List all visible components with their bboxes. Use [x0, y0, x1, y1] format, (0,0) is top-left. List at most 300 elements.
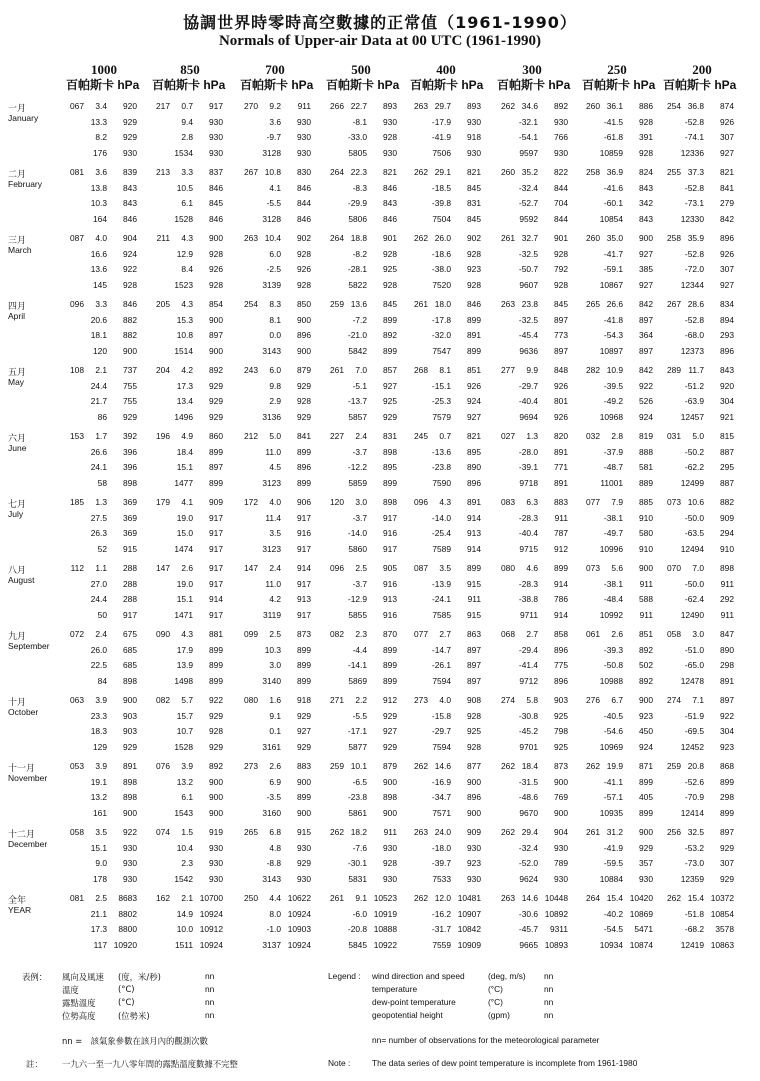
dew-point-count: 911 [467, 594, 481, 604]
dew-point: -54.5 [603, 924, 623, 934]
dew-point-count: 924 [467, 396, 481, 406]
wind-direction: 271 [330, 695, 344, 705]
temperature: -52.8 [684, 116, 704, 127]
dew-point-count: 914 [209, 594, 223, 604]
dew-point: 13.9 [176, 660, 193, 670]
height-count: 928 [467, 279, 481, 290]
dew-point-count: 930 [209, 858, 223, 868]
temperature-count: 900 [209, 776, 223, 787]
dew-point-count: 831 [467, 198, 481, 208]
wind-count: 922 [123, 827, 137, 837]
temperature-count: 900 [209, 314, 223, 325]
wind-speed: 5.8 [526, 695, 538, 705]
dew-point-count: 792 [554, 264, 568, 274]
height-count: 928 [639, 147, 653, 158]
wind-count: 919 [209, 827, 223, 837]
wind-direction: 260 [586, 101, 600, 111]
dew-point-count: 926 [209, 264, 223, 274]
legend-nn-en: nn [544, 997, 554, 1007]
temperature: -5.1 [352, 380, 367, 391]
wind-count: 908 [467, 695, 481, 705]
temperature-count: 922 [639, 380, 653, 391]
geopotential-height: 12359 [680, 873, 704, 884]
height-count: 892 [639, 675, 653, 686]
temperature-count: 900 [554, 776, 568, 787]
temperature-count: 10854 [710, 908, 734, 919]
note-label-zh: 註： [26, 1059, 43, 1069]
temperature-count: 846 [297, 182, 311, 193]
temperature-count: 929 [383, 710, 397, 721]
temperature: -28.3 [518, 578, 538, 589]
wind-speed: 2.4 [355, 431, 367, 441]
dew-point: -61.8 [603, 132, 623, 142]
wind-count: 842 [639, 365, 653, 375]
wind-speed: 31.2 [606, 827, 623, 837]
dew-point-count: 895 [383, 462, 397, 472]
dew-point-count: 364 [639, 330, 653, 340]
dew-point: 13.4 [176, 396, 193, 406]
wind-direction: 112 [70, 563, 84, 573]
wind-count: 847 [720, 629, 734, 639]
geopotential-height: 5805 [348, 147, 367, 158]
wind-count: 877 [467, 761, 481, 771]
wind-count: 824 [639, 167, 653, 177]
geopotential-height: 5877 [348, 741, 367, 752]
wind-count: 911 [297, 101, 311, 111]
wind-speed: 5.0 [269, 431, 281, 441]
wind-direction: 205 [156, 299, 170, 309]
wind-direction: 120 [330, 497, 344, 507]
wind-speed: 22.3 [350, 167, 367, 177]
temperature-count: 928 [383, 248, 397, 259]
height-count: 896 [467, 477, 481, 488]
geopotential-height: 117 [93, 939, 107, 950]
dew-point: 6.1 [181, 198, 193, 208]
dew-point-count: 917 [209, 528, 223, 538]
geopotential-height: 7533 [432, 873, 451, 884]
wind-count: 815 [720, 431, 734, 441]
temperature: 13.2 [176, 776, 193, 787]
height-count: 10863 [710, 939, 734, 950]
temperature-count: 929 [297, 380, 311, 391]
geopotential-height: 3136 [262, 411, 281, 422]
dew-point: -29.9 [347, 198, 367, 208]
geopotential-height: 3143 [262, 345, 281, 356]
geopotential-height: 1543 [174, 807, 193, 818]
dew-point: -45.7 [518, 924, 538, 934]
wind-count: 854 [209, 299, 223, 309]
dew-point: 2.8 [181, 132, 193, 142]
legend-nn-zh: nn [205, 984, 215, 994]
wind-count: 821 [467, 431, 481, 441]
wind-count: 837 [209, 167, 223, 177]
month-label-en: July [8, 509, 24, 519]
wind-count: 848 [554, 365, 568, 375]
dew-point-count: 704 [554, 198, 568, 208]
dew-point-count: 342 [639, 198, 653, 208]
wind-direction: 261 [330, 365, 344, 375]
wind-count: 868 [720, 761, 734, 771]
geopotential-height: 3123 [262, 543, 281, 554]
month-label-zh: 九月 [8, 632, 27, 642]
wind-speed: 9.9 [526, 365, 538, 375]
wind-speed: 26.0 [434, 233, 451, 243]
wind-speed: 2.4 [269, 563, 281, 573]
wind-speed: 11.7 [688, 365, 704, 375]
dew-point-count: 771 [554, 462, 568, 472]
dew-point: -31.7 [431, 924, 451, 934]
legend-nn-en: nn [544, 984, 554, 994]
wind-direction: 261 [586, 827, 600, 837]
wind-speed: 1.1 [95, 563, 107, 573]
wind-count: 897 [720, 695, 734, 705]
geopotential-height: 7504 [432, 213, 451, 224]
dew-point-count: 890 [467, 462, 481, 472]
height-count: 10922 [373, 939, 397, 950]
dew-point: -74.1 [684, 132, 704, 142]
wind-direction: 076 [156, 761, 170, 771]
dew-point: 3.0 [269, 660, 281, 670]
wind-count: 900 [639, 827, 653, 837]
dew-point: -60.1 [603, 198, 623, 208]
geopotential-height: 5860 [348, 543, 367, 554]
geopotential-height: 10897 [599, 345, 623, 356]
temperature-count: 930 [554, 116, 568, 127]
temperature: 24.4 [90, 380, 107, 391]
geopotential-height: 7594 [432, 741, 451, 752]
dew-point: -39.7 [431, 858, 451, 868]
wind-direction: 255 [667, 167, 681, 177]
height-count: 896 [554, 675, 568, 686]
height-count: 928 [554, 279, 568, 290]
height-count: 900 [467, 807, 481, 818]
temperature-count: 917 [297, 578, 311, 589]
dew-point: -73.0 [684, 858, 704, 868]
temperature: 12.9 [176, 248, 193, 259]
temperature-count: 903 [123, 710, 137, 721]
wind-direction: 261 [414, 299, 428, 309]
geopotential-height: 12336 [680, 147, 704, 158]
temperature: -7.6 [352, 842, 367, 853]
dew-point-count: 8800 [118, 924, 137, 934]
temperature-count: 10919 [373, 908, 397, 919]
wind-direction: 068 [501, 629, 515, 639]
level-unit [326, 76, 399, 93]
dew-point: 17.3 [90, 924, 107, 934]
wind-speed: 32.7 [521, 233, 538, 243]
temperature: 19.1 [90, 776, 107, 787]
dew-point: -39.1 [518, 462, 538, 472]
temperature: 16.6 [90, 248, 107, 259]
wind-count: 10622 [287, 893, 311, 903]
geopotential-height: 9694 [519, 411, 538, 422]
dew-point-count: 3578 [715, 924, 734, 934]
dew-point: -62.2 [684, 462, 704, 472]
temperature-count: 899 [297, 644, 311, 655]
dew-point: -25.4 [431, 528, 451, 538]
temperature: -5.5 [352, 710, 367, 721]
dew-point: 21.7 [90, 396, 107, 406]
temperature: -53.2 [684, 842, 704, 853]
temperature-count: 895 [467, 446, 481, 457]
temperature: -52.8 [684, 248, 704, 259]
geopotential-height: 5842 [348, 345, 367, 356]
legend-nn-zh: nn [205, 997, 215, 1007]
wind-direction: 259 [667, 761, 681, 771]
geopotential-height: 84 [97, 675, 107, 686]
wind-direction: 090 [156, 629, 170, 639]
dew-point-count: 903 [123, 726, 137, 736]
geopotential-height: 1542 [174, 873, 193, 884]
wind-speed: 2.2 [355, 695, 367, 705]
geopotential-height: 3128 [262, 213, 281, 224]
wind-count: 870 [383, 629, 397, 639]
wind-speed: 4.3 [439, 497, 451, 507]
dew-point-count: 916 [297, 528, 311, 538]
dew-point: 2.9 [269, 396, 281, 406]
legend-item-en: temperature [372, 984, 418, 994]
wind-count: 10481 [457, 893, 481, 903]
dew-point-count: 369 [123, 528, 137, 538]
geopotential-height: 1534 [174, 147, 193, 158]
temperature-count: 846 [383, 182, 397, 193]
wind-speed: 36.8 [687, 101, 704, 111]
dew-point-count: 843 [383, 198, 397, 208]
dew-point: 6.1 [181, 792, 193, 802]
dew-point-count: 10903 [287, 924, 311, 934]
height-count: 900 [123, 807, 137, 818]
wind-direction: 250 [244, 893, 258, 903]
wind-count: 898 [383, 497, 397, 507]
temperature-count: 930 [297, 842, 311, 853]
dew-point-count: 923 [467, 264, 481, 274]
geopotential-height: 10996 [599, 543, 623, 554]
wind-count: 857 [383, 365, 397, 375]
geopotential-height: 7594 [432, 675, 451, 686]
dew-point-count: 913 [383, 594, 397, 604]
dew-point: -62.4 [684, 594, 704, 604]
height-count: 928 [383, 279, 397, 290]
wind-direction: 211 [156, 233, 170, 243]
wind-direction: 081 [70, 893, 84, 903]
geopotential-height: 9715 [519, 543, 538, 554]
wind-speed: 6.7 [611, 695, 623, 705]
wind-count: 906 [297, 497, 311, 507]
dew-point-count: 927 [297, 726, 311, 736]
temperature: -38.1 [603, 578, 623, 589]
dew-point-count: 391 [639, 132, 653, 142]
geopotential-height: 9592 [519, 213, 538, 224]
wind-speed: 2.6 [181, 563, 193, 573]
dew-point-count: 844 [297, 198, 311, 208]
wind-speed: 4.0 [439, 695, 451, 705]
level-label: 300 [522, 62, 542, 77]
height-count: 928 [209, 279, 223, 290]
dew-point-count: 580 [639, 528, 653, 538]
geopotential-height: 9636 [519, 345, 538, 356]
wind-speed: 14.6 [434, 761, 451, 771]
geopotential-height: 10884 [599, 873, 623, 884]
geopotential-height: 9665 [519, 939, 538, 950]
wind-count: 819 [639, 431, 653, 441]
wind-speed: 3.9 [95, 695, 107, 705]
geopotential-height: 10934 [599, 939, 623, 950]
geopotential-height: 9701 [519, 741, 538, 752]
geopotential-height: 7559 [432, 939, 451, 950]
legend-unit-en: (gpm) [488, 1010, 510, 1020]
geopotential-height: 3140 [262, 675, 281, 686]
wind-count: 892 [209, 365, 223, 375]
height-count: 899 [209, 477, 223, 488]
wind-direction: 077 [414, 629, 428, 639]
level-label: 1000 [91, 62, 117, 77]
dew-point: -68.2 [684, 924, 704, 934]
dew-point: -63.5 [684, 528, 704, 538]
temperature: -41.7 [603, 248, 623, 259]
dew-point: 10.7 [176, 726, 193, 736]
wind-direction: 196 [156, 431, 170, 441]
temperature: 15.3 [176, 314, 193, 325]
legend-item-en: geopotential height [372, 1010, 443, 1020]
dew-point: -26.1 [431, 660, 451, 670]
geopotential-height: 12490 [680, 609, 704, 620]
temperature-count: 843 [639, 182, 653, 193]
level-label: 250 [607, 62, 627, 77]
temperature-count: 910 [639, 512, 653, 523]
temperature: -50.0 [684, 512, 704, 523]
height-count: 844 [554, 213, 568, 224]
dew-point-count: 899 [297, 792, 311, 802]
dew-point-count: 526 [639, 396, 653, 406]
height-count: 842 [720, 213, 734, 224]
height-count: 899 [639, 807, 653, 818]
dew-point: -23.8 [431, 462, 451, 472]
dew-point-count: 843 [123, 198, 137, 208]
wind-count: 369 [123, 497, 137, 507]
dew-point: 0.0 [269, 330, 281, 340]
dew-point: 4.2 [269, 594, 281, 604]
temperature: -51.9 [684, 710, 704, 721]
wind-count: 10372 [710, 893, 734, 903]
wind-speed: 29.1 [434, 167, 451, 177]
dew-point: -5.5 [266, 198, 281, 208]
level-unit [240, 76, 313, 93]
wind-direction: 263 [244, 233, 258, 243]
dew-point-count: 581 [639, 462, 653, 472]
dew-point-count: 925 [383, 396, 397, 406]
temperature: 27.0 [90, 578, 107, 589]
temperature: -52.8 [684, 314, 704, 325]
temperature-count: 926 [720, 248, 734, 259]
wind-count: 860 [209, 431, 223, 441]
geopotential-height: 164 [93, 213, 107, 224]
wind-direction: 108 [70, 365, 84, 375]
wind-count: 845 [554, 299, 568, 309]
dew-point: 18.1 [90, 330, 107, 340]
dew-point: 15.1 [176, 462, 193, 472]
geopotential-height: 1474 [174, 543, 193, 554]
unit-en: hPa [114, 78, 140, 92]
wind-speed: 2.1 [95, 365, 107, 375]
wind-direction: 265 [244, 827, 258, 837]
wind-direction: 261 [501, 233, 515, 243]
height-count: 927 [467, 411, 481, 422]
wind-count: 891 [467, 497, 481, 507]
dew-point-count: 929 [123, 132, 137, 142]
dew-point: 13.2 [90, 792, 107, 802]
dew-point: 15.0 [176, 528, 193, 538]
unit-en: hPa [200, 78, 226, 92]
wind-speed: 7.9 [611, 497, 623, 507]
level-unit [663, 76, 736, 93]
temperature: 4.8 [269, 842, 281, 853]
dew-point: -21.0 [347, 330, 367, 340]
temperature-count: 930 [383, 116, 397, 127]
wind-count: 821 [383, 167, 397, 177]
wind-count: 909 [467, 827, 481, 837]
temperature: -50.0 [684, 578, 704, 589]
height-count: 915 [123, 543, 137, 554]
legend-heading-en: Legend : [328, 971, 361, 981]
dew-point-count: 896 [297, 330, 311, 340]
wind-count: 899 [467, 563, 481, 573]
geopotential-height: 10854 [599, 213, 623, 224]
dew-point-count: 304 [720, 396, 734, 406]
temperature-count: 928 [209, 248, 223, 259]
dew-point: 8.4 [181, 264, 193, 274]
height-count: 917 [383, 543, 397, 554]
dew-point: -48.6 [518, 792, 538, 802]
dew-point: -23.8 [347, 792, 367, 802]
wind-speed: 3.3 [95, 299, 107, 309]
height-count: 10924 [199, 939, 223, 950]
dew-point-count: 773 [554, 330, 568, 340]
legend-unit-zh: (°C) [118, 997, 135, 1007]
wind-direction: 261 [330, 893, 344, 903]
dew-point-count: 789 [554, 858, 568, 868]
temperature-count: 929 [297, 710, 311, 721]
height-count: 845 [467, 213, 481, 224]
wind-speed: 23.8 [521, 299, 538, 309]
wind-speed: 32.5 [687, 827, 704, 837]
month-label-en: February [8, 179, 43, 189]
dew-point: -17.1 [347, 726, 367, 736]
wind-speed: 3.0 [692, 629, 704, 639]
wind-direction: 061 [586, 629, 600, 639]
temperature-count: 685 [123, 644, 137, 655]
geopotential-height: 178 [93, 873, 107, 884]
temperature: 17.9 [176, 644, 193, 655]
unit-zh: 百帕斯卡 [240, 78, 289, 92]
height-count: 910 [720, 543, 734, 554]
wind-direction: 273 [244, 761, 258, 771]
geopotential-height: 12499 [680, 477, 704, 488]
dew-point-count: 925 [467, 726, 481, 736]
wind-speed: 18.2 [350, 827, 367, 837]
geopotential-height: 7585 [432, 609, 451, 620]
wind-direction: 082 [156, 695, 170, 705]
height-count: 917 [297, 543, 311, 554]
temperature: 11.0 [265, 446, 281, 457]
title-chinese: 協調世界時零時高空數據的正常值（1961-1990） [183, 13, 577, 32]
temperature: 19.0 [176, 512, 193, 523]
wind-direction: 258 [667, 233, 681, 243]
height-count: 930 [383, 873, 397, 884]
geopotential-height: 120 [93, 345, 107, 356]
height-count: 929 [209, 741, 223, 752]
wind-speed: 36.1 [606, 101, 623, 111]
dew-point: -52.7 [518, 198, 538, 208]
